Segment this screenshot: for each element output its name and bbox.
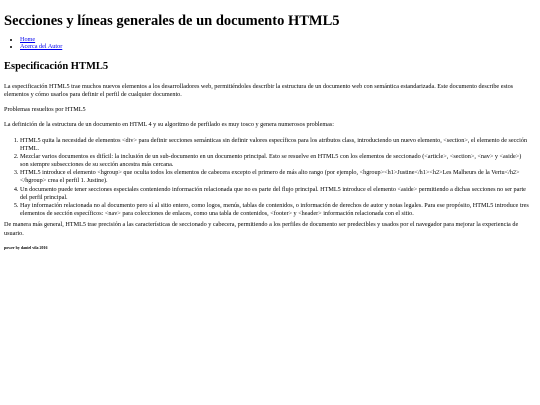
problems-list [4,137,530,219]
about-author-link[interactable]: Acerca del Autor [20,43,63,51]
home-link[interactable]: Home [20,35,36,43]
problems-intro-paragraph: La definición de la estructura de un documento en HTML 4 y su algoritmo de perfilado es muy tosco y genera numerosos problemas: [4,121,335,129]
nav-item-about [20,43,530,51]
nav-item-home [20,36,530,44]
problems-subheading: Problemas resueltos por HTML5 [4,106,86,114]
intro-paragraph: La especificación HTML5 trae muchos nuevos elementos a los desarrolladores web, permitiéndoles describir la estructura de un documento web con semántica estandarizada. Este documento describe estos elementos y cómo usarlos para definir el perfil de cualquier documento. [4,82,514,98]
section-heading: Especificación HTML5 [4,61,109,73]
page-title: Secciones y líneas generales de un documento HTML5 [4,13,340,29]
conclusion-paragraph: De manera más general, HTML5 trae precisión a las características de seccionado y cabecera, permitiendo a los perfiles de documento ser predecibles y usados por el navegador para mejorar la experiencia de usuario. [4,221,519,237]
footer-credit: power by daniel vila 2016 [4,244,48,250]
list-item: 5. Hay información relacionada no al documento pero sí al sitio entero, como logos, menús, tablas de contenidos, o información de derechos de autor y notas legales. Para ese propósito, HTML5 introduce tres elementos de sección específicos: <nav> para colecciones de enlaces, como una tabla de contenidos, <footer> y <header> información relacionada con el sitio. [20,202,530,218]
nav-menu [4,36,530,52]
list-item: 2. Mezclar varios documentos es difícil: la inclusión de un sub-documento en un documento principal. Esto se resuelve en HTML5 con los elementos de seccionado (<article>, <section>, <nav> y <aside>) son siempre subsecciones de su sección ancestra más cercana. [20,153,530,169]
list-item: 3. HTML5 introduce el elemento <hgroup> que oculta todos los elementos de cabecera excepto el primero de más alto rango (por ejemplo, <hgroup><h1>Justine</h1><h2>Les Malheurs de la Vertu</h2></hgroup> crea el perfil 1. Justine). [20,169,530,185]
list-item: 1. HTML5 quita la necesidad de elementos <div> para definir secciones semánticas sin definir valores específicos para los atributos class, introduciendo un nuevo elemento, <section>, el elemento de sección HTML. [20,137,530,153]
list-item: 4. Un documento puede tener secciones especiales conteniendo información relacionada que no es parte del flujo principal. HTML5 introduce el elemento <aside> permitiendo a dichas secciones no ser parte del perfil principal. [20,186,530,202]
